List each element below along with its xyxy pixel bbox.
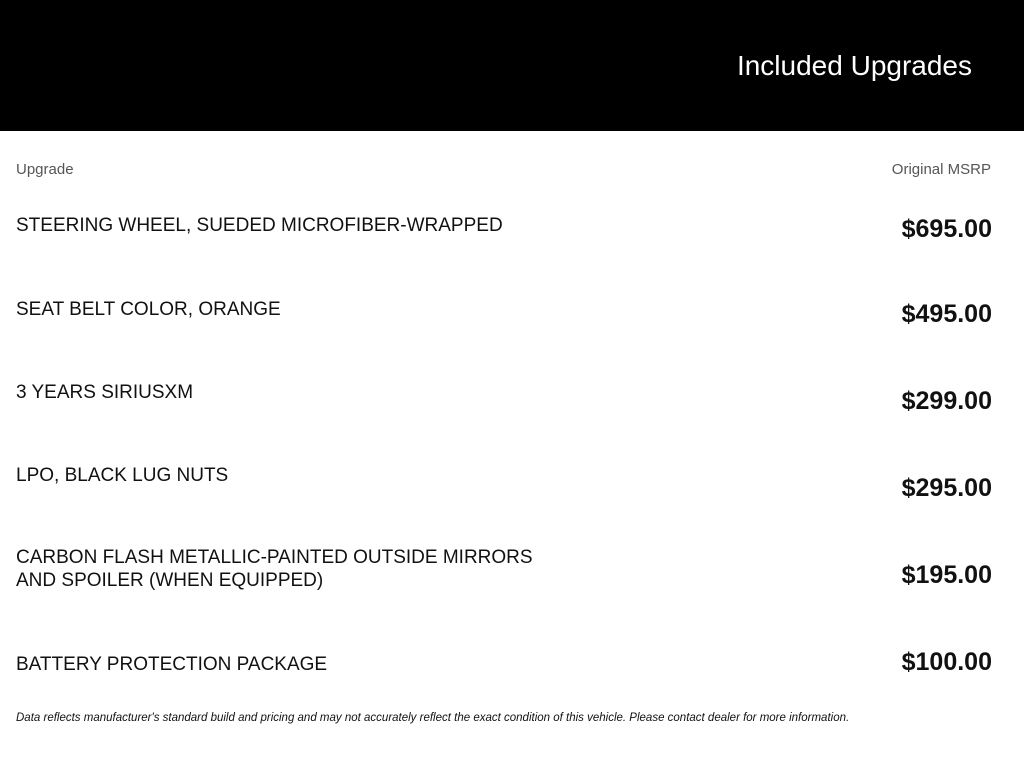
upgrade-price: $695.00 [901,215,992,243]
upgrade-name: STEERING WHEEL, SUEDED MICROFIBER-WRAPPED [16,215,503,236]
disclaimer-text: Data reflects manufacturer's standard build and pricing and may not accurately reflect the exact condition of this vehicle. Please contact dealer for more information. [16,712,850,724]
upgrade-name: SEAT BELT COLOR, ORANGE [16,299,281,320]
upgrade-name-line-1: CARBON FLASH METALLIC-PAINTED OUTSIDE MIRRORS [16,547,533,568]
upgrade-name: LPO, BLACK LUG NUTS [16,465,229,486]
upgrade-price: $195.00 [901,561,992,589]
column-header-msrp: Original MSRP [891,161,991,178]
upgrade-name: BATTERY PROTECTION PACKAGE [16,654,328,675]
upgrade-name: 3 YEARS SIRIUSXM [16,382,194,403]
upgrade-price: $495.00 [901,300,992,328]
column-header-upgrade: Upgrade [16,161,74,178]
upgrade-price: $299.00 [901,387,992,415]
header-bar [0,0,1024,131]
page-title: Included Upgrades [736,50,972,81]
upgrade-name-line-2: AND SPOILER (WHEN EQUIPPED) [16,570,324,591]
upgrade-price: $295.00 [901,474,992,502]
upgrade-price: $100.00 [901,648,992,676]
